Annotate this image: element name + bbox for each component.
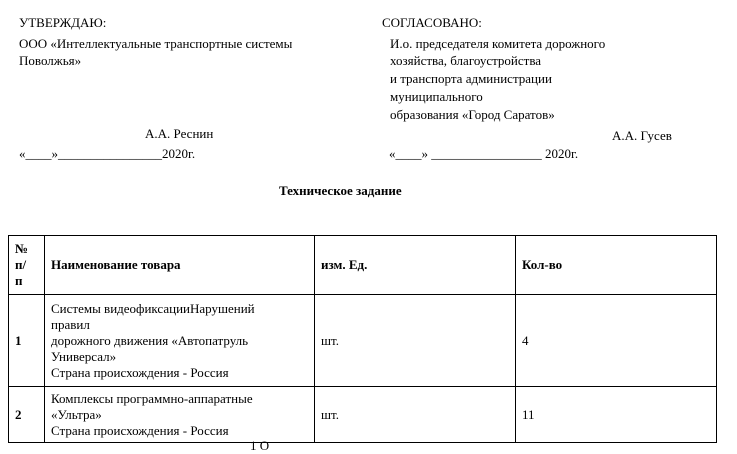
row-name-line: «Ультра»	[51, 406, 102, 422]
agree-line-4: муниципального	[390, 89, 483, 104]
approve-heading: УТВЕРЖДАЮ:	[19, 15, 107, 30]
row-qty: 4	[516, 295, 717, 387]
header-unit: изм. Ед.	[315, 236, 516, 295]
row-qty: 11	[516, 387, 717, 443]
approve-date-line: «____»________________2020г.	[19, 146, 196, 161]
table-header-row	[9, 236, 717, 295]
row-name-line: Универсал»	[51, 348, 117, 364]
header-num-line: №	[15, 241, 29, 256]
specification-table	[8, 235, 717, 443]
agree-line-5: образования «Город Саратов»	[390, 107, 555, 122]
row-num: 2	[9, 387, 45, 443]
row-num: 1	[9, 295, 45, 387]
row-name	[45, 387, 315, 443]
header-num-line: п	[15, 273, 23, 288]
approve-signer: А.А. Реснин	[145, 126, 214, 141]
row-name-line: дорожного движения «Автопатруль	[51, 332, 249, 348]
header-num	[9, 236, 45, 295]
header-num-line: п/	[15, 257, 27, 272]
header-qty: Кол-во	[516, 236, 717, 295]
row-name-line: Системы видеофиксацииНарушений	[51, 300, 255, 316]
row-name-line: Страна происхождения - Россия	[51, 422, 229, 438]
table-row	[9, 387, 717, 443]
row-name-line: Комплексы программно-аппаратные	[51, 390, 253, 406]
agree-line-1: И.о. председателя комитета дорожного	[390, 36, 606, 51]
row-unit: шт.	[315, 295, 516, 387]
agree-heading: СОГЛАСОВАНО:	[382, 15, 482, 30]
row-unit: шт.	[315, 387, 516, 443]
row-name	[45, 295, 315, 387]
approve-org-line2: Поволжья»	[19, 53, 82, 68]
agree-line-3: и транспорта администрации	[390, 71, 552, 86]
agree-signer: А.А. Гусев	[612, 128, 672, 143]
document-title: Техническое задание	[279, 183, 402, 198]
agree-line-2: хозяйства, благоустройства	[390, 53, 542, 68]
agree-date-line: «____» _________________ 2020г.	[389, 146, 579, 161]
row-name-line: Страна происхождения - Россия	[51, 364, 229, 380]
header-name: Наименование товара	[45, 236, 315, 295]
table-row	[9, 295, 717, 387]
footer-fragment: 1 О	[250, 438, 270, 453]
approve-org-line1: ООО «Интеллектуальные транспортные системы	[19, 36, 293, 51]
row-name-line: правил	[51, 316, 90, 332]
